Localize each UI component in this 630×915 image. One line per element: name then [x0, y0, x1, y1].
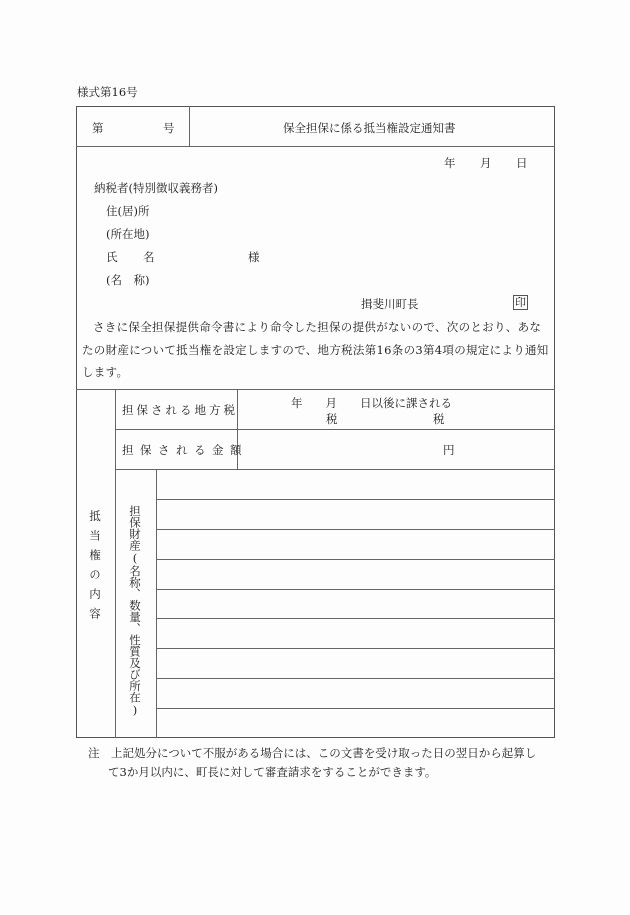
honorific: 様	[248, 250, 260, 264]
appeal-note-line-2: て3か月以内に、町長に対して審査請求をすることができます。	[108, 765, 437, 779]
section-divider	[76, 389, 555, 390]
row-divider-amount	[115, 469, 555, 470]
header-divider	[76, 146, 555, 147]
property-label-divider	[156, 469, 157, 738]
notice-body-text: さきに保全担保提供命令書により命令した担保の提供がないので、次のとおり、あなたの財産について抵当権を設定しますので、地方税法第16条の3第4項の規定により通知します。	[82, 320, 549, 379]
mortgage-section-label: 抵当権の内容	[88, 510, 102, 627]
section-label-divider	[115, 389, 116, 738]
secured-amount-label: 担保される金額	[122, 443, 248, 457]
number-suffix: 号	[163, 121, 175, 135]
header-column-divider	[189, 106, 190, 146]
secured-amount-unit: 円	[443, 443, 455, 457]
property-label: 担保財産(名称、数量、性質及び所在)	[128, 505, 142, 717]
appeal-note-line-1: 注 上記処分について不服がある場合には、この文書を受け取った日の翌日から起算し	[88, 746, 537, 760]
document-title: 保全担保に係る抵当権設定通知書	[283, 121, 456, 135]
name-label-2: 名	[143, 250, 155, 264]
date-year: 年	[444, 156, 456, 170]
issuer-name: 揖斐川町長	[361, 297, 419, 311]
seal-icon: 印	[515, 296, 526, 309]
property-row-divider	[156, 708, 555, 709]
secured-tax-label: 担保される地方税	[122, 403, 238, 417]
property-row-divider	[156, 618, 555, 619]
property-row-divider	[156, 678, 555, 679]
entity-name-label: (名 称)	[106, 273, 150, 287]
appeal-note	[88, 744, 558, 782]
address-label: 住(居)所	[106, 204, 150, 218]
seal-mark	[513, 295, 528, 310]
property-row-divider	[156, 589, 555, 590]
property-row-divider	[156, 559, 555, 560]
number-prefix: 第	[92, 121, 104, 135]
property-row-divider	[156, 499, 555, 500]
row-divider-tax	[115, 429, 555, 430]
taxpayer-label: 納税者(特別徴収義務者)	[94, 181, 218, 195]
notice-form	[76, 106, 555, 738]
location-label: (所在地)	[106, 227, 150, 241]
secured-tax-date-text: 年 月 日以後に課される	[291, 396, 452, 410]
property-row-divider	[156, 648, 555, 649]
date-month: 月	[480, 156, 492, 170]
date-day: 日	[516, 156, 528, 170]
form-number: 様式第16号	[77, 85, 138, 99]
property-row-divider	[156, 529, 555, 530]
secured-tax-type-1: 税	[326, 412, 338, 426]
secured-tax-type-2: 税	[433, 412, 445, 426]
name-label-1: 氏	[106, 250, 118, 264]
